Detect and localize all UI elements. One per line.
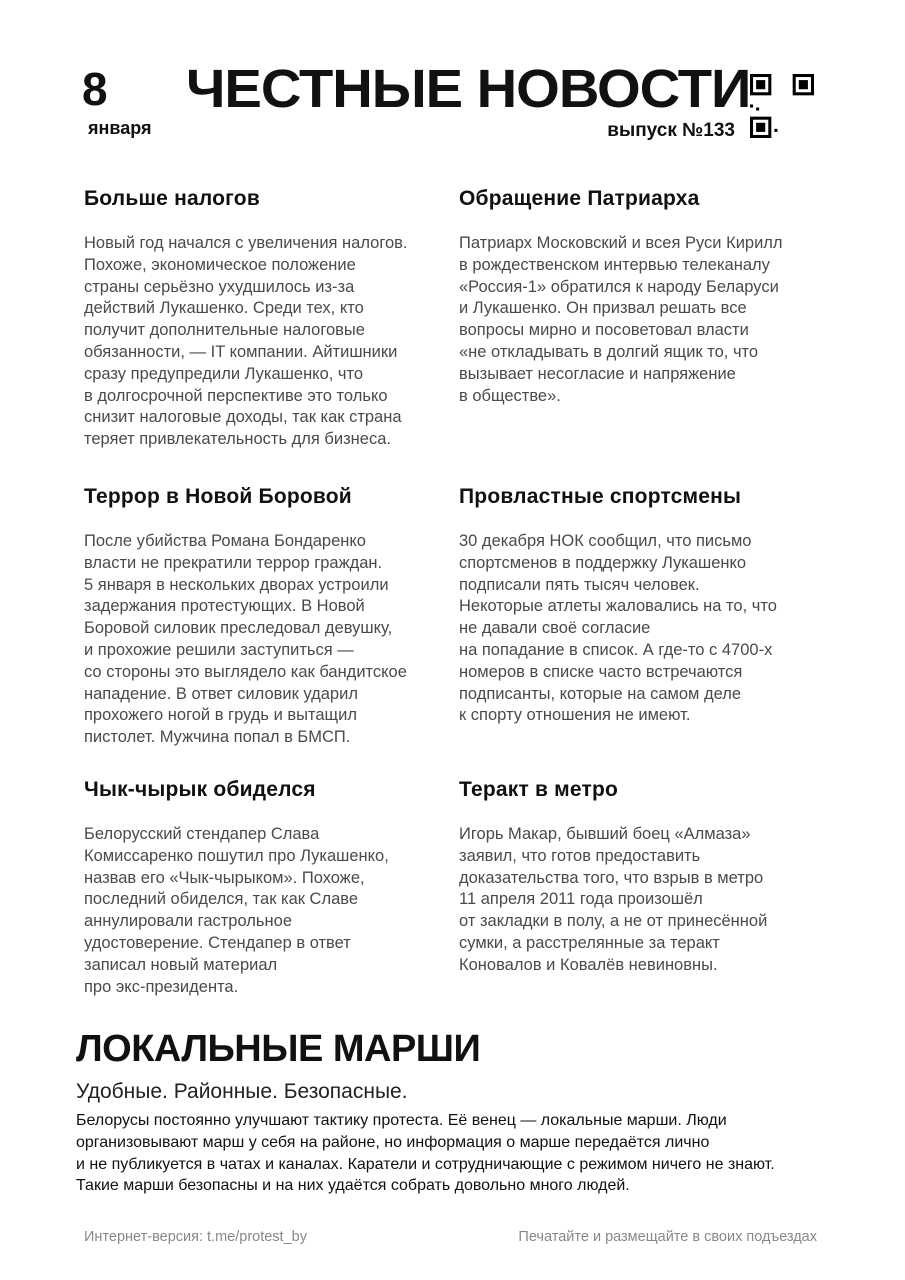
date-day: 8 <box>82 63 108 115</box>
article-text-line: Белорусский стендапер Слава <box>84 825 320 843</box>
issue-number: выпуск №133 <box>607 120 735 141</box>
qr-code-icon <box>750 74 814 138</box>
article-text-line: на попадание в список. А где-то с 4700-х <box>459 640 773 659</box>
marches-text-line: и не публикуется в чатах и каналах. Каратели и сотрудничающие с режимом ничего не знают. <box>76 1155 775 1173</box>
article-text-line: Новый год начался с увеличения налогов. <box>84 234 408 252</box>
article-text-line: от закладки в полу, а не от принесённой <box>459 912 768 931</box>
article-text-line: в рождественском интервью телеканалу <box>459 255 770 274</box>
article-text-line: 5 января в нескольких дворах устроили <box>84 575 389 594</box>
article-text-line: пистолет. Мужчина попал в БМСП. <box>84 728 351 747</box>
article-text-line: Похоже, экономическое положение <box>84 255 356 274</box>
article-text-line: в обществе». <box>459 386 561 405</box>
article-text-line: «Россия-1» обратился к народу Беларуси <box>459 277 779 296</box>
marches-text-line: Такие марши безопасны и на них удаётся собрать довольно много людей. <box>76 1177 630 1195</box>
article-text-line: Комиссаренко пошутил про Лукашенко, <box>84 846 389 865</box>
article-text-line: записал новый материал <box>84 955 278 974</box>
article-text-line: Патриарх Московский и всея Руси Кирилл <box>459 234 783 252</box>
article-metro <box>459 778 829 977</box>
article-text-line: сразу предупредили Лукашенко, что <box>84 364 364 383</box>
article-text-line: не давали своё согласие <box>459 619 651 638</box>
article-text-line: доказательства того, что взрыв в метро <box>459 868 764 887</box>
date-month: января <box>88 118 152 138</box>
article-title: Террор в Новой Боровой <box>84 485 352 508</box>
footer-web-version: Интернет-версия: t.me/protest_by <box>84 1229 307 1245</box>
article-text-line: действий Лукашенко. Среди тех, кто <box>84 299 364 318</box>
article-text-line: прохожего ногой в грудь и вытащил <box>84 706 357 725</box>
article-title: Чык-чырык обиделся <box>84 778 316 801</box>
article-text-line: Боровой силовик преследовал девушку, <box>84 619 393 638</box>
article-patriarch <box>459 187 829 407</box>
article-text-line: снизит налоговые доходы, так как страна <box>84 408 402 427</box>
footer-print-note: Печатайте и размещайте в своих подъездах <box>518 1229 817 1245</box>
article-text-line: «не откладывать в долгий ящик то, что <box>459 342 759 361</box>
article-text-line: к спорту отношения не имеют. <box>459 706 691 725</box>
marches-subtitle: Удобные. Районные. Безопасные. <box>76 1080 408 1103</box>
article-text-line: обязанности, — IT компании. Айтишники <box>84 342 398 361</box>
marches-heading: ЛОКАЛЬНЫЕ МАРШИ <box>76 1028 481 1070</box>
article-text-line: задержания протестующих. В Новой <box>84 597 365 616</box>
article-text-line: После убийства Романа Бондаренко <box>84 532 366 550</box>
article-text-line: власти не прекратили террор граждан. <box>84 553 383 572</box>
marches-text-line: Белорусы постоянно улучшают тактику протеста. Её венец — локальные марши. Люди <box>76 1112 727 1129</box>
article-title: Больше налогов <box>84 187 260 210</box>
article-text-line: получит дополнительные налоговые <box>84 321 365 340</box>
article-text-line: спортсменов в поддержку Лукашенко <box>459 553 747 572</box>
article-text-line: страны серьёзно ухудшилось из-за <box>84 277 355 296</box>
article-text-line: вызывает несогласие и напряжение <box>459 364 736 383</box>
article-text-line: про экс-президента. <box>84 977 239 996</box>
article-text-line: заявил, что готов предоставить <box>459 846 701 865</box>
article-text-line: Некоторые атлеты жаловались на то, что <box>459 597 777 616</box>
article-text-line: вопросы мирно и посоветовал власти <box>459 321 749 340</box>
article-text-line: 30 декабря НОК сообщил, что письмо <box>459 532 752 550</box>
article-text-line: последний обиделся, так как Славе <box>84 890 359 909</box>
article-taxes <box>84 187 454 451</box>
marches-body <box>76 1110 775 1197</box>
article-text-line: номеров в списке часто встречаются <box>459 662 743 681</box>
article-title: Провластные спортсмены <box>459 485 742 508</box>
article-text-line: сумки, а расстрелянные за теракт <box>459 933 720 952</box>
article-title: Теракт в метро <box>459 778 619 801</box>
article-text-line: и Лукашенко. Он призвал решать все <box>459 299 747 318</box>
newspaper-title: ЧЕСТНЫЕ НОВОСТИ <box>186 59 751 119</box>
marches-text-line: организовывают марш у себя на районе, но информация о марше передаётся лично <box>76 1133 710 1151</box>
article-text-line: подписанты, которые на самом деле <box>459 684 742 703</box>
article-text-line: Коновалов и Ковалёв невиновны. <box>459 955 718 974</box>
article-text-line: нападение. В ответ силовик ударил <box>84 684 358 703</box>
article-text-line: в долгосрочной перспективе это только <box>84 386 388 405</box>
article-text-line: назвав его «Чык-чырыком». Похоже, <box>84 868 365 887</box>
article-title: Обращение Патриарха <box>459 187 700 210</box>
article-text-line: со стороны это выглядело как бандитское <box>84 662 407 681</box>
article-text-line: аннулировали гастрольное <box>84 912 292 931</box>
article-comedian <box>84 778 454 998</box>
article-text-line: и прохожие решили заступиться — <box>84 640 354 659</box>
article-text-line: удостоверение. Стендапер в ответ <box>84 933 351 952</box>
article-text-line: Игорь Макар, бывший боец «Алмаза» <box>459 825 751 843</box>
article-athletes <box>459 485 829 727</box>
article-text-line: 11 апреля 2011 года произошёл <box>459 890 703 909</box>
article-text-line: теряет привлекательность для бизнеса. <box>84 430 391 449</box>
article-text-line: подписали пять тысяч человек. <box>459 575 700 594</box>
article-terror <box>84 485 454 749</box>
